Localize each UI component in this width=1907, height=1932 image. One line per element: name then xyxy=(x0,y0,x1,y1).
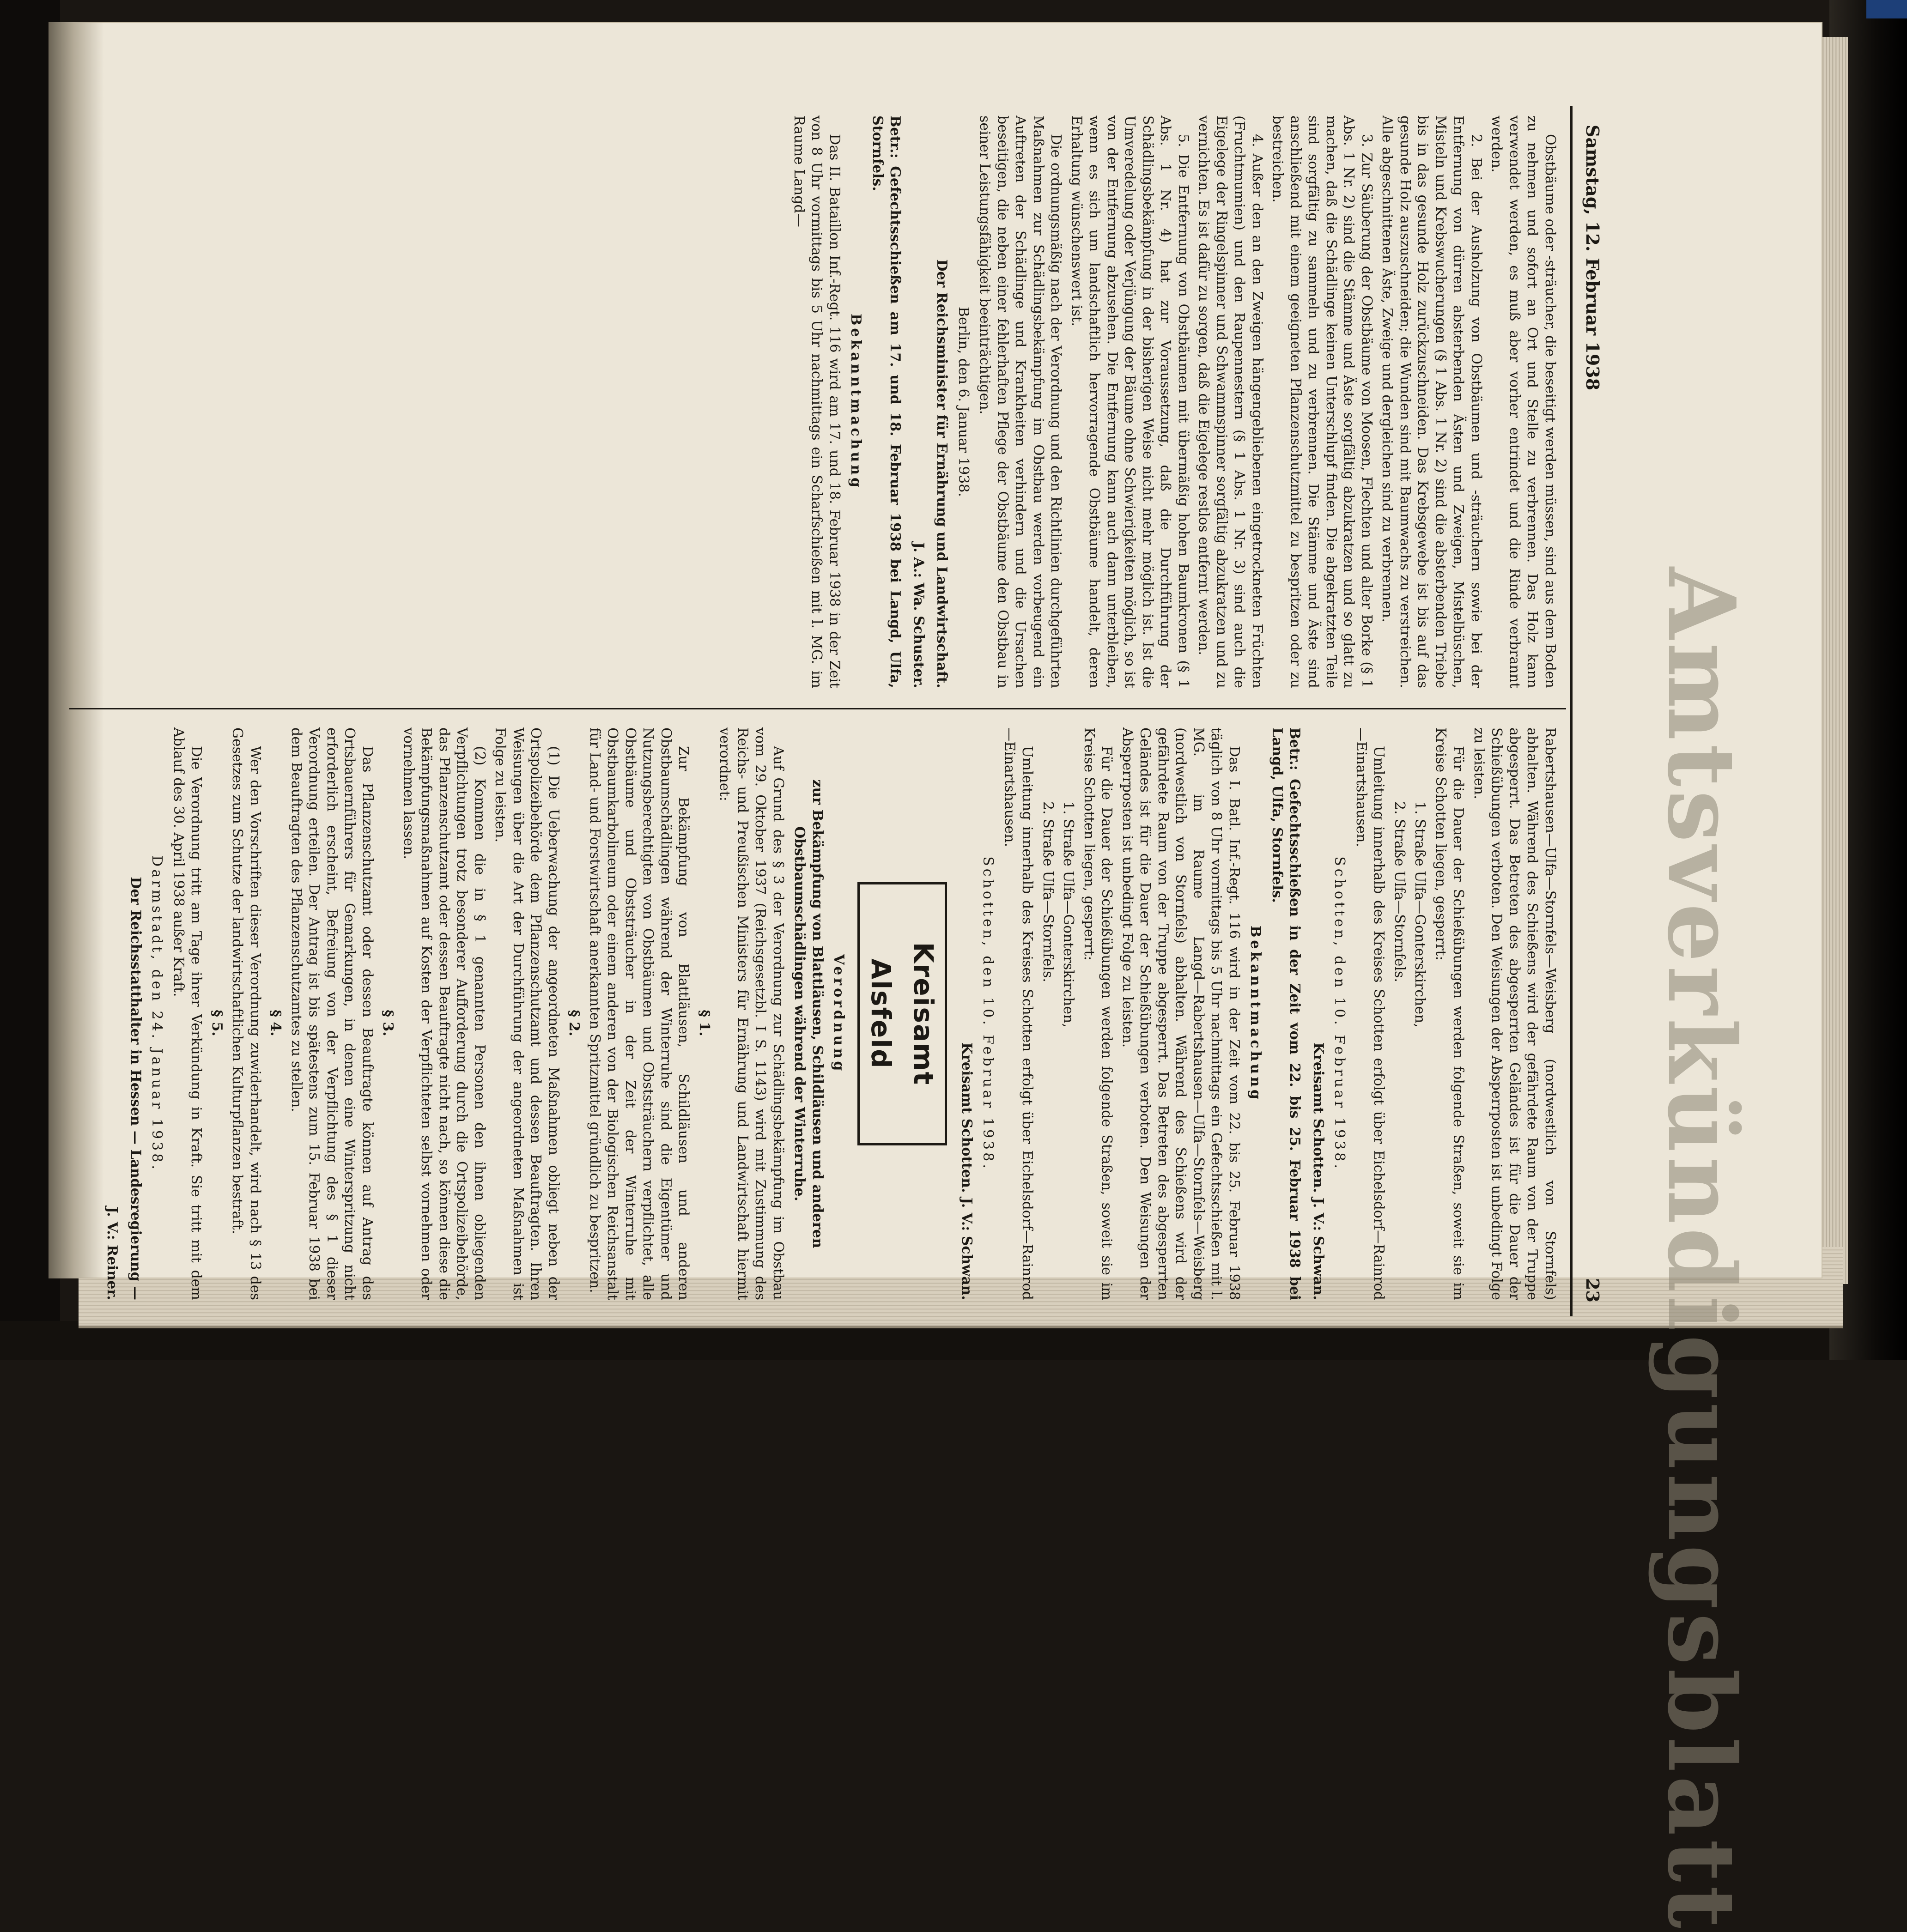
paragraph: Umleitung innerhalb des Kreises Schotten erfolgt über Eichelsdorf—Rainrod—Einartshausen. xyxy=(1353,727,1387,1300)
paragraph: Für die Dauer der Schießübungen werden folgende Straßen, soweit sie im Kreise Schotten liegen, gesperrt: xyxy=(1081,727,1115,1300)
right-column xyxy=(97,727,1559,1300)
road-item: 1. Straße Ulfa—Gonterskirchen, xyxy=(1060,801,1077,1028)
paragraph: Das Pflanzenschutzamt oder dessen Beauftragte können auf Antrag des Ortsbauernführers für Gemarkungen, in denen eine Winterspritzung nicht erforderlich erscheint, Befreiung von der Verpflichtung des § 1 dieser Verordnung erteilen. Der Antrag ist bis spätestens zum 15. Februar 1938 bei dem Beauftragten des Pflanzenschutzamtes zu stellen. xyxy=(288,727,376,1300)
header-rule xyxy=(1570,106,1573,1316)
paragraph: Wer den Vorschriften dieser Verordnung zuwiderhandelt, wird nach § 13 des Gesetzes zum Schutze der landwirtschaftlichen Kulturpflanzen bestraft. xyxy=(229,727,263,1300)
signature-place: Schotten, den 10. Februar 1938. xyxy=(1331,856,1348,1171)
signature-place: Darmstadt, den 24. Januar 1938. xyxy=(149,855,165,1172)
signature-office: Der Reichsminister für Ernährung und Landwirtschaft. xyxy=(934,259,950,688)
signature-name: J. A.: Wa. Schuster. xyxy=(911,542,927,688)
kreisamt-alsfeld-box: Kreisamt Alsfeld xyxy=(858,882,947,1145)
paragraph: Rabertshausen—Ulfa—Stornfels—Weisberg (nordwestlich von Stornfels) abhalten. Während des Schießens wird der gefährdete Raum von der Truppe abgesperrt. Das Betreten des abgesperrten Geländes ist für die Dauer der Schießübungen verboten. Den Weisungen der Absperrposten ist unbedingt Folge zu leisten. xyxy=(1471,727,1558,1300)
section-heading: § 5. xyxy=(209,1010,225,1036)
left-column xyxy=(787,115,1559,688)
signature-name: Kreisamt Schotten. J. V.: Schwan. xyxy=(959,1042,975,1300)
blue-cover-corner xyxy=(1866,0,1907,18)
road-item: 2. Straße Ulfa—Stornfels. xyxy=(1040,801,1056,982)
bleed-through-area xyxy=(1617,22,1829,1932)
paragraph: Die Verordnung tritt am Tage ihrer Verkündung in Kraft. Sie tritt mit dem Ablauf des 30. April 1938 außer Kraft. xyxy=(170,727,205,1300)
paragraph: Obstbäume oder -sträucher, die beseitigt werden müssen, sind aus dem Boden zu nehmen und sofort an Ort und Stelle zu verbrennen. Das Holz kann verwendet werden, es muß aber vorher entrindet und die Rinde verbrannt werden. xyxy=(1488,115,1558,688)
bekanntmachung-heading: Bekanntmachung xyxy=(848,313,864,490)
paragraph: 5. Die Entfernung von Obstbäumen mit übermäßig hohen Baumkronen (§ 1 Abs. 1 Nr. 4) hat zur Voraussetzung, daß die Durchführung der Schädlingsbekämpfung in der bisherigen Weise nicht mehr möglich ist. Ist die Umveredelung oder Verjüngung der Bäume ohne Schwierigkeiten möglich, so ist von der Entfernung abzusehen. Die Entfernung kann auch dann unterbleiben, wenn es sich um landschaftlich hervorragende Obstbäume handelt, deren Erhaltung wünschenswert ist. xyxy=(1069,115,1191,688)
signature-place: Schotten, den 10. Februar 1938. xyxy=(980,856,996,1171)
signature-name: J. V.: Reiner. xyxy=(104,1206,121,1300)
paragraph: Zur Bekämpfung von Blattläusen, Schildläusen und anderen Obstbaumschädlingen während der Winterruhe sind die Eigentümer und Nutzungsberechtigten von Obstbäumen und Obststräuchern verpflichtet, alle Obstbäume und Obststräucher in der Zeit der Winterruhe mit Obstbaumkarbolineum oder einem anderen von der Biologischen Reichsanstalt für Land- und Forstwirtschaft anerkannten Spritzmittel gründlich zu bespritzen. xyxy=(587,727,692,1300)
paragraph: 3. Zur Säuberung der Obstbäume von Moosen, Flechten und alter Borke (§ 1 Abs. 1 Nr. 2) sind die Stämme und Äste sorgfältig abzukratzen und so glatt zu machen, daß die Schädlinge keinen Unterschlupf finden. Die abgekratzten Teile sind sorgfältig zu sammeln und zu verbrennen. Die Stämme und Äste sind anschließend mit einem geeigneten Pflanzenschutzmittel zu bespritzen oder zu bestreichen. xyxy=(1269,115,1375,688)
betreff-heading: Betr.: Gefechtsschießen in der Zeit vom 22. bis 25. Februar 1938 bei Langd, Ulfa, Stornfels. xyxy=(1269,727,1303,1300)
paragraph: Auf Grund des § 3 der Verordnung zur Schädlingsbekämpfung im Obstbau vom 29. Oktober 1937 (Reichsgesetzbl. I S. 1143) wird mit Zustimmung des Reichs- und Preußischen Ministers für Ernährung und Landwirtschaft hiermit verordnet: xyxy=(717,727,786,1300)
paragraph: Umleitung innerhalb des Kreises Schotten erfolgt über Eichelsdorf—Rainrod—Einartshausen. xyxy=(1002,727,1036,1300)
paragraph: Für die Dauer der Schießübungen werden folgende Straßen, soweit sie im Kreise Schotten liegen, gesperrt: xyxy=(1433,727,1467,1300)
signature-place: Berlin, den 6. Januar 1938. xyxy=(955,307,972,497)
paragraph: Das II. Bataillon Inf.-Regt. 116 wird am 17. und 18. Februar 1938 in der Zeit von 8 Uhr vormittags bis 5 Uhr nachmittags ein Scharfschießen mit l. MG. im Raume Langd— xyxy=(791,115,843,688)
paragraph: (1) Die Ueberwachung der angeordneten Maßnahmen obliegt neben der Ortspolizeibehörde dem Pflanzenschutzamt und dessen Beauftragten. Ihren Weisungen über die Art der Durchführung der angeordneten Maßnahmen ist Folge zu leisten. xyxy=(492,727,562,1300)
signature-office: Der Reichsstatthalter in Hessen — Landesregierung — xyxy=(128,877,144,1300)
verordnung-subtitle: zur Bekämpfung von Blattläusen, Schildläusen und anderen Obstbaumschädlingen während der Winterruhe. xyxy=(791,779,826,1248)
signature-name: Kreisamt Schotten. J. V.: Schwan. xyxy=(1310,1042,1326,1300)
page-content-rotated xyxy=(65,106,1603,1316)
bekanntmachung-heading: Bekanntmachung xyxy=(1247,925,1264,1102)
paragraph: Das I. Batl. Inf.-Regt. 116 wird in der Zeit vom 22. bis 25. Februar 1938 täglich von 8 Uhr vormittags bis 5 Uhr nachmittags ein Gefechtsschießen mit l. MG. im Raume Langd—Rabertshausen—Ulfa—Stornfels—Weisberg (nordwestlich von Stornfels) abhalten. Während des Schießens wird der gefährdete Raum von der Truppe abgesperrt. Das Betreten des abgesperrten Geländes ist für die Dauer der Schießübungen verboten. Den Weisungen der Absperrposten ist unbedingt Folge zu leisten. xyxy=(1119,727,1242,1300)
section-heading: § 4. xyxy=(267,1010,284,1036)
header-date: Samstag, 12. Februar 1938 xyxy=(1582,125,1603,391)
paragraph: 2. Bei der Ausholzung von Obstbäumen und -sträuchern sowie bei der Entfernung von dürren absterbenden Ästen und Zweigen, Mistelbüschen, Misteln und Krebswucherungen (§ 1 Abs. 1 Nr. 2) sind die absterbenden Triebe bis in das gesunde Holz zurückzuschneiden. Das Krebsgewebe ist bis auf das gesunde Holz auszuschneiden; die Wunden sind mit Baumwachs zu verstreichen. Alle abgeschnittenen Äste, Zweige und dergleichen sind zu verbrennen. xyxy=(1379,115,1484,688)
paragraph: (2) Kommen die in § 1 genannten Personen den ihnen obliegenden Verpflichtungen trotz besonderer Aufforderung durch die Ortspolizeibehörde, das Pflanzenschutzamt oder dessen Beauftragte nicht nach, so können diese die Bekämpfungsmaßnahmen auf Kosten der Verpflichteten selbst vornehmen oder vornehmen lassen. xyxy=(401,727,488,1300)
section-heading: § 3. xyxy=(380,1010,396,1036)
header-page-number: 23 xyxy=(1582,1278,1603,1302)
column-divider xyxy=(69,708,1566,709)
page-header xyxy=(1575,106,1603,1316)
masthead-bleed-through: Amtsverkündigungsblatt xyxy=(1647,567,1755,1932)
road-item: 1. Straße Ulfa—Gonterskirchen, xyxy=(1412,801,1428,1028)
verordnung-title: Verordnung xyxy=(831,954,847,1074)
section-heading: § 1. xyxy=(696,1010,712,1036)
road-item: 2. Straße Ulfa—Stornfels. xyxy=(1391,801,1408,982)
paragraph: 4. Außer den an den Zweigen hängengebliebenen eingetrockneten Früchten (Fruchtmumien) und den Raupennestern (§ 1 Abs. 1 Nr. 3) sind auch die Eigelege der Ringelspinner und Schwammspinner sorgfältig abzukratzen und zu vernichten. Es ist dafür zu sorgen, daß die Eigelege restlos entfernt werden. xyxy=(1196,115,1265,688)
paragraph: Die ordnungsmäßig nach der Verordnung und den Richtlinien durchgeführten Maßnahmen zur Schädlingsbekämpfung im Obstbau werden vorbeugend ein Auftreten der Schädlinge und Krankheiten verhindern und die Ursachen beseitigen, die neben einer fehlerhaften Pflege der Obstbäume den Obstbau in seiner Leistungsfähigkeit beeinträchtigen. xyxy=(977,115,1064,688)
betreff-heading: Betr.: Gefechtsschießen am 17. und 18. Februar 1938 bei Langd, Ulfa, Stornfels. xyxy=(869,115,904,688)
section-heading: § 2. xyxy=(566,1010,583,1036)
